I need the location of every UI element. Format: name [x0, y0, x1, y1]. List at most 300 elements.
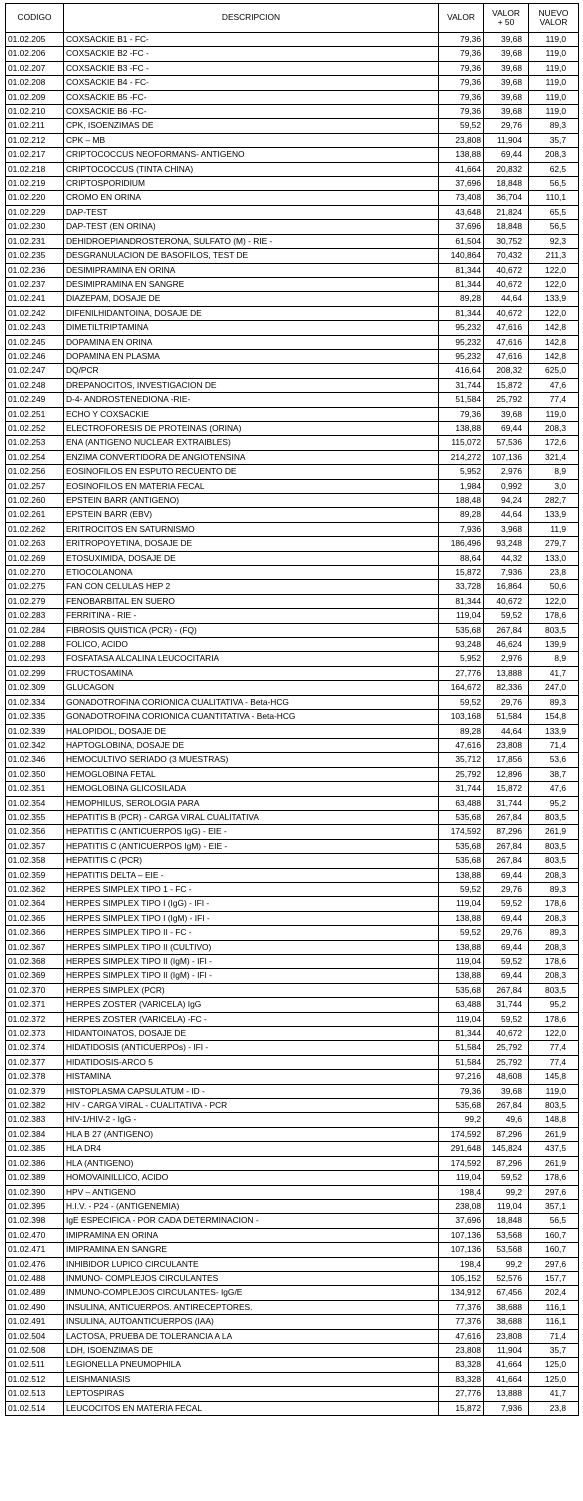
table-row [6, 263, 579, 277]
cell-value: 73,408 [439, 191, 484, 205]
cell-value: 79,36 [439, 1084, 484, 1098]
cell-description: HEPATITIS C (ANTICUERPOS IgG) - EIE - [64, 825, 439, 839]
table-row [6, 839, 579, 853]
cell-value: 51,584 [439, 1055, 484, 1069]
table-row [6, 1300, 579, 1314]
cell-value: 88,64 [439, 551, 484, 565]
cell-description: HLA DR4 [64, 1142, 439, 1156]
cell-value: 79,36 [439, 61, 484, 75]
cell-value: 41,664 [439, 162, 484, 176]
table-row [6, 969, 579, 983]
cell-code: 01.02.251 [6, 407, 64, 421]
header-descripcion-label: DESCRIPCION [221, 12, 281, 23]
table-row [6, 1343, 579, 1357]
cell-code: 01.02.354 [6, 796, 64, 810]
cell-description: LDH, ISOENZIMAS DE [64, 1343, 439, 1357]
cell-new-value: 77,4 [529, 393, 579, 407]
cell-new-value: 41,7 [529, 1387, 579, 1401]
cell-value-plus-50: 59,52 [484, 1012, 529, 1026]
cell-new-value: 133,9 [529, 292, 579, 306]
cell-value: 83,328 [439, 1358, 484, 1372]
cell-description: H.I.V. - P24 - (ANTIGENEMIA) [64, 1199, 439, 1213]
cell-description: DIFENILHIDANTOINA, DOSAJE DE [64, 306, 439, 320]
cell-description: DIMETILTRIPTAMINA [64, 321, 439, 335]
cell-description: HERPES SIMPLEX TIPO I (IgG) - IFI - [64, 897, 439, 911]
cell-code: 01.02.373 [6, 1027, 64, 1041]
cell-value-plus-50: 18,848 [484, 1214, 529, 1228]
table-row [6, 450, 579, 464]
cell-code: 01.02.488 [6, 1271, 64, 1285]
cell-value-plus-50: 267,84 [484, 623, 529, 637]
table-row [6, 1286, 579, 1300]
cell-description: EOSINOFILOS EN MATERIA FECAL [64, 479, 439, 493]
table-row [6, 666, 579, 680]
cell-value-plus-50: 99,2 [484, 1185, 529, 1199]
cell-description: DEHIDROEPIANDROSTERONA, SULFATO (M) - RIE - [64, 234, 439, 248]
cell-value-plus-50: 267,84 [484, 854, 529, 868]
cell-code: 01.02.489 [6, 1286, 64, 1300]
table-row [6, 911, 579, 925]
cell-new-value: 95,2 [529, 998, 579, 1012]
table-row [6, 277, 579, 291]
header-nuevo-line1: NUEVO [538, 7, 569, 18]
table-row [6, 1156, 579, 1170]
table-row [6, 983, 579, 997]
cell-description: DESIMIPRAMINA EN SANGRE [64, 277, 439, 291]
cell-code: 01.02.247 [6, 364, 64, 378]
cell-code: 01.02.366 [6, 926, 64, 940]
cell-value-plus-50: 25,792 [484, 1055, 529, 1069]
cell-value-plus-50: 52,576 [484, 1271, 529, 1285]
cell-value-plus-50: 47,616 [484, 335, 529, 349]
cell-new-value: 35,7 [529, 133, 579, 147]
cell-description: FENOBARBITAL EN SUERO [64, 594, 439, 608]
table-row [6, 90, 579, 104]
cell-description: CRIPTOCOCCUS (TINTA CHINA) [64, 162, 439, 176]
cell-value: 115,072 [439, 436, 484, 450]
cell-code: 01.02.384 [6, 1127, 64, 1141]
header-row [6, 4, 579, 33]
cell-code: 01.02.491 [6, 1315, 64, 1329]
cell-value: 138,88 [439, 969, 484, 983]
cell-value: 59,52 [439, 882, 484, 896]
cell-value: 214,272 [439, 450, 484, 464]
cell-value-plus-50: 208,32 [484, 364, 529, 378]
cell-new-value: 211,3 [529, 249, 579, 263]
cell-description: HEMOGLOBINA FETAL [64, 767, 439, 781]
cell-value: 31,744 [439, 378, 484, 392]
cell-value-plus-50: 11,904 [484, 1343, 529, 1357]
cell-code: 01.02.367 [6, 940, 64, 954]
cell-value: 89,28 [439, 724, 484, 738]
cell-value: 95,232 [439, 349, 484, 363]
cell-description: HIV - CARGA VIRAL - CUALITATIVA - PCR [64, 1099, 439, 1113]
header-codigo-label: CODIGO [17, 12, 52, 23]
cell-new-value: 803,5 [529, 839, 579, 853]
cell-value: 119,04 [439, 955, 484, 969]
cell-description: FOLICO, ACIDO [64, 638, 439, 652]
cell-description: HERPES ZOSTER (VARICELA) -FC - [64, 1012, 439, 1026]
table-row [6, 1257, 579, 1271]
cell-new-value: 56,5 [529, 177, 579, 191]
cell-code: 01.02.241 [6, 292, 64, 306]
cell-new-value: 803,5 [529, 854, 579, 868]
cell-description: ENZIMA CONVERTIDORA DE ANGIOTENSINA [64, 450, 439, 464]
cell-description: GLUCAGON [64, 681, 439, 695]
cell-description: HIDANTOINATOS, DOSAJE DE [64, 1027, 439, 1041]
table-row [6, 1228, 579, 1242]
cell-code: 01.02.245 [6, 335, 64, 349]
cell-code: 01.02.379 [6, 1084, 64, 1098]
table-row [6, 1084, 579, 1098]
cell-description: CRIPTOSPORIDIUM [64, 177, 439, 191]
cell-code: 01.02.508 [6, 1343, 64, 1357]
cell-code: 01.02.212 [6, 133, 64, 147]
cell-value: 27,776 [439, 1387, 484, 1401]
cell-description: ELECTROFORESIS DE PROTEINAS (ORINA) [64, 421, 439, 435]
cell-description: LEGIONELLA PNEUMOPHILA [64, 1358, 439, 1372]
table-row [6, 436, 579, 450]
table-row [6, 61, 579, 75]
table-row [6, 753, 579, 767]
cell-value-plus-50: 40,672 [484, 277, 529, 291]
cell-code: 01.02.229 [6, 205, 64, 219]
cell-value-plus-50: 69,44 [484, 421, 529, 435]
cell-description: LACTOSA, PRUEBA DE TOLERANCIA A LA [64, 1329, 439, 1343]
cell-description: HLA B 27 (ANTIGENO) [64, 1127, 439, 1141]
cell-value: 27,776 [439, 666, 484, 680]
cell-code: 01.02.257 [6, 479, 64, 493]
cell-code: 01.02.208 [6, 76, 64, 90]
table-row [6, 767, 579, 781]
cell-description: EOSINOFILOS EN ESPUTO RECUENTO DE [64, 465, 439, 479]
cell-new-value: 160,7 [529, 1243, 579, 1257]
table-row [6, 609, 579, 623]
cell-code: 01.02.339 [6, 724, 64, 738]
table-row [6, 47, 579, 61]
cell-value: 188,48 [439, 494, 484, 508]
cell-value: 23,808 [439, 133, 484, 147]
table-row [6, 1027, 579, 1041]
cell-value-plus-50: 39,68 [484, 105, 529, 119]
cell-value: 95,232 [439, 321, 484, 335]
cell-value-plus-50: 44,64 [484, 724, 529, 738]
cell-value-plus-50: 31,744 [484, 998, 529, 1012]
cell-code: 01.02.299 [6, 666, 64, 680]
cell-new-value: 133,9 [529, 508, 579, 522]
cell-value-plus-50: 49,6 [484, 1113, 529, 1127]
cell-value: 138,88 [439, 940, 484, 954]
cell-code: 01.02.260 [6, 494, 64, 508]
price-table [5, 3, 579, 1416]
cell-value-plus-50: 267,84 [484, 1099, 529, 1113]
cell-value: 79,36 [439, 90, 484, 104]
cell-value: 95,232 [439, 335, 484, 349]
cell-value-plus-50: 47,616 [484, 321, 529, 335]
cell-code: 01.02.362 [6, 882, 64, 896]
cell-description: ECHO Y COXSACKIE [64, 407, 439, 421]
cell-value: 35,712 [439, 753, 484, 767]
cell-value-plus-50: 44,64 [484, 508, 529, 522]
cell-description: LEPTOSPIRAS [64, 1387, 439, 1401]
table-row [6, 1372, 579, 1386]
table-row [6, 537, 579, 551]
cell-value: 107,136 [439, 1228, 484, 1242]
table-row [6, 868, 579, 882]
cell-code: 01.02.357 [6, 839, 64, 853]
table-row [6, 1199, 579, 1213]
table-row [6, 854, 579, 868]
table-row [6, 1315, 579, 1329]
cell-value-plus-50: 93,248 [484, 537, 529, 551]
cell-new-value: 208,3 [529, 421, 579, 435]
table-row [6, 1185, 579, 1199]
cell-code: 01.02.395 [6, 1199, 64, 1213]
cell-description: COXSACKIE B4 - FC- [64, 76, 439, 90]
cell-value-plus-50: 39,68 [484, 61, 529, 75]
price-table-container [5, 3, 578, 1416]
cell-description: HIV-1/HIV-2 - IgG - [64, 1113, 439, 1127]
table-row [6, 1171, 579, 1185]
cell-new-value: 208,3 [529, 148, 579, 162]
table-row [6, 349, 579, 363]
cell-value-plus-50: 267,84 [484, 983, 529, 997]
cell-code: 01.02.335 [6, 710, 64, 724]
cell-description: D-4- ANDROSTENEDIONA -RIE- [64, 393, 439, 407]
header-valor [439, 4, 484, 33]
cell-value-plus-50: 69,44 [484, 911, 529, 925]
table-row [6, 955, 579, 969]
cell-code: 01.02.256 [6, 465, 64, 479]
cell-description: CPK – MB [64, 133, 439, 147]
cell-new-value: 261,9 [529, 1127, 579, 1141]
cell-new-value: 116,1 [529, 1300, 579, 1314]
cell-value-plus-50: 13,888 [484, 666, 529, 680]
cell-value-plus-50: 53,568 [484, 1243, 529, 1257]
cell-description: COXSACKIE B5 -FC- [64, 90, 439, 104]
cell-code: 01.02.359 [6, 868, 64, 882]
table-row [6, 940, 579, 954]
cell-description: COXSACKIE B1 - FC- [64, 33, 439, 47]
cell-new-value: 56,5 [529, 220, 579, 234]
cell-description: FERRITINA - RIE - [64, 609, 439, 623]
cell-value-plus-50: 59,52 [484, 897, 529, 911]
cell-new-value: 11,9 [529, 522, 579, 536]
cell-code: 01.02.334 [6, 695, 64, 709]
cell-new-value: 8,9 [529, 652, 579, 666]
cell-new-value: 119,0 [529, 105, 579, 119]
cell-code: 01.02.248 [6, 378, 64, 392]
cell-new-value: 139,9 [529, 638, 579, 652]
cell-new-value: 122,0 [529, 1027, 579, 1041]
table-row [6, 882, 579, 896]
cell-code: 01.02.513 [6, 1387, 64, 1401]
cell-value: 79,36 [439, 105, 484, 119]
cell-value-plus-50: 119,04 [484, 1199, 529, 1213]
header-nuevo-valor [529, 4, 579, 33]
cell-new-value: 95,2 [529, 796, 579, 810]
table-row [6, 191, 579, 205]
cell-value-plus-50: 46,624 [484, 638, 529, 652]
table-row [6, 1099, 579, 1113]
cell-code: 01.02.263 [6, 537, 64, 551]
cell-value: 140,864 [439, 249, 484, 263]
cell-value: 25,792 [439, 767, 484, 781]
table-row [6, 378, 579, 392]
cell-description: GONADOTROFINA CORIONICA CUALITATIVA - Beta-HCG [64, 695, 439, 709]
cell-value-plus-50: 12,896 [484, 767, 529, 781]
cell-new-value: 157,7 [529, 1271, 579, 1285]
cell-new-value: 437,5 [529, 1142, 579, 1156]
cell-new-value: 71,4 [529, 1329, 579, 1343]
cell-new-value: 89,3 [529, 695, 579, 709]
cell-code: 01.02.372 [6, 1012, 64, 1026]
cell-value-plus-50: 18,848 [484, 220, 529, 234]
cell-description: ETOSUXIMIDA, DOSAJE DE [64, 551, 439, 565]
table-row [6, 796, 579, 810]
cell-code: 01.02.207 [6, 61, 64, 75]
cell-value: 93,248 [439, 638, 484, 652]
cell-new-value: 8,9 [529, 465, 579, 479]
cell-code: 01.02.350 [6, 767, 64, 781]
cell-value-plus-50: 39,68 [484, 76, 529, 90]
cell-new-value: 160,7 [529, 1228, 579, 1242]
table-row [6, 1127, 579, 1141]
cell-code: 01.02.210 [6, 105, 64, 119]
cell-value-plus-50: 15,872 [484, 378, 529, 392]
cell-value-plus-50: 7,936 [484, 566, 529, 580]
table-row [6, 494, 579, 508]
cell-code: 01.02.269 [6, 551, 64, 565]
table-row [6, 681, 579, 695]
cell-value-plus-50: 30,752 [484, 234, 529, 248]
cell-value-plus-50: 82,336 [484, 681, 529, 695]
cell-value: 107,136 [439, 1243, 484, 1257]
cell-new-value: 178,6 [529, 1171, 579, 1185]
cell-code: 01.02.377 [6, 1055, 64, 1069]
cell-value: 89,28 [439, 508, 484, 522]
cell-code: 01.02.217 [6, 148, 64, 162]
table-row [6, 522, 579, 536]
cell-new-value: 357,1 [529, 1199, 579, 1213]
table-row [6, 1012, 579, 1026]
cell-new-value: 148,8 [529, 1113, 579, 1127]
table-row [6, 177, 579, 191]
cell-code: 01.02.309 [6, 681, 64, 695]
cell-description: HPV – ANTIGENO [64, 1185, 439, 1199]
cell-code: 01.02.358 [6, 854, 64, 868]
cell-value-plus-50: 38,688 [484, 1315, 529, 1329]
cell-value-plus-50: 67,456 [484, 1286, 529, 1300]
cell-new-value: 261,9 [529, 1156, 579, 1170]
cell-value: 138,88 [439, 868, 484, 882]
cell-value-plus-50: 17,856 [484, 753, 529, 767]
table-row [6, 335, 579, 349]
cell-value: 15,872 [439, 1401, 484, 1415]
cell-value-plus-50: 11,904 [484, 133, 529, 147]
cell-new-value: 119,0 [529, 407, 579, 421]
cell-value: 79,36 [439, 47, 484, 61]
cell-value-plus-50: 15,872 [484, 782, 529, 796]
cell-description: CPK, ISOENZIMAS DE [64, 119, 439, 133]
cell-value: 43,648 [439, 205, 484, 219]
cell-code: 01.02.270 [6, 566, 64, 580]
cell-value: 174,592 [439, 1127, 484, 1141]
cell-new-value: 178,6 [529, 609, 579, 623]
cell-value-plus-50: 69,44 [484, 940, 529, 954]
table-row [6, 205, 579, 219]
cell-new-value: 71,4 [529, 738, 579, 752]
cell-value-plus-50: 87,296 [484, 1156, 529, 1170]
cell-code: 01.02.219 [6, 177, 64, 191]
cell-value-plus-50: 0,992 [484, 479, 529, 493]
cell-value-plus-50: 31,744 [484, 796, 529, 810]
table-row [6, 148, 579, 162]
cell-code: 01.02.512 [6, 1372, 64, 1386]
cell-description: HIDATIDOSIS (ANTICUERPOs) - IFI - [64, 1041, 439, 1055]
table-row [6, 234, 579, 248]
cell-new-value: 116,1 [529, 1315, 579, 1329]
cell-description: HERPES SIMPLEX TIPO I (IgM) - IFI - [64, 911, 439, 925]
cell-value: 103,168 [439, 710, 484, 724]
cell-code: 01.02.237 [6, 277, 64, 291]
cell-description: INMUNO- COMPLEJOS CIRCULANTES [64, 1271, 439, 1285]
table-row [6, 926, 579, 940]
cell-description: HEMOCULTIVO SERIADO (3 MUESTRAS) [64, 753, 439, 767]
cell-value: 79,36 [439, 76, 484, 90]
table-row [6, 724, 579, 738]
cell-code: 01.02.351 [6, 782, 64, 796]
cell-new-value: 208,3 [529, 868, 579, 882]
header-descripcion [64, 4, 439, 33]
cell-description: EPSTEIN BARR (ANTIGENO) [64, 494, 439, 508]
cell-new-value: 65,5 [529, 205, 579, 219]
cell-value-plus-50: 36,704 [484, 191, 529, 205]
cell-code: 01.02.378 [6, 1070, 64, 1084]
cell-new-value: 172,6 [529, 436, 579, 450]
cell-value-plus-50: 94,24 [484, 494, 529, 508]
cell-value: 15,872 [439, 566, 484, 580]
cell-value: 47,616 [439, 1329, 484, 1343]
cell-new-value: 35,7 [529, 1343, 579, 1357]
cell-new-value: 119,0 [529, 90, 579, 104]
cell-value: 119,04 [439, 609, 484, 623]
cell-code: 01.02.356 [6, 825, 64, 839]
cell-description: FIBROSIS QUISTICA (PCR) - (FQ) [64, 623, 439, 637]
cell-new-value: 154,8 [529, 710, 579, 724]
cell-code: 01.02.368 [6, 955, 64, 969]
header-valor-50-line2: + 50 [497, 17, 515, 27]
cell-description: HLA (ANTIGENO) [64, 1156, 439, 1170]
cell-value: 81,344 [439, 263, 484, 277]
cell-new-value: 62,5 [529, 162, 579, 176]
cell-value: 81,344 [439, 306, 484, 320]
cell-value-plus-50: 7,936 [484, 1401, 529, 1415]
cell-description: COXSACKIE B3 -FC - [64, 61, 439, 75]
cell-new-value: 41,7 [529, 666, 579, 680]
table-row [6, 738, 579, 752]
table-row [6, 306, 579, 320]
cell-description: DAP-TEST [64, 205, 439, 219]
table-row [6, 220, 579, 234]
cell-code: 01.02.242 [6, 306, 64, 320]
table-row [6, 594, 579, 608]
cell-code: 01.02.262 [6, 522, 64, 536]
cell-value-plus-50: 16,864 [484, 580, 529, 594]
cell-description: HERPES SIMPLEX TIPO II - FC - [64, 926, 439, 940]
cell-value: 81,344 [439, 1027, 484, 1041]
table-row [6, 1243, 579, 1257]
